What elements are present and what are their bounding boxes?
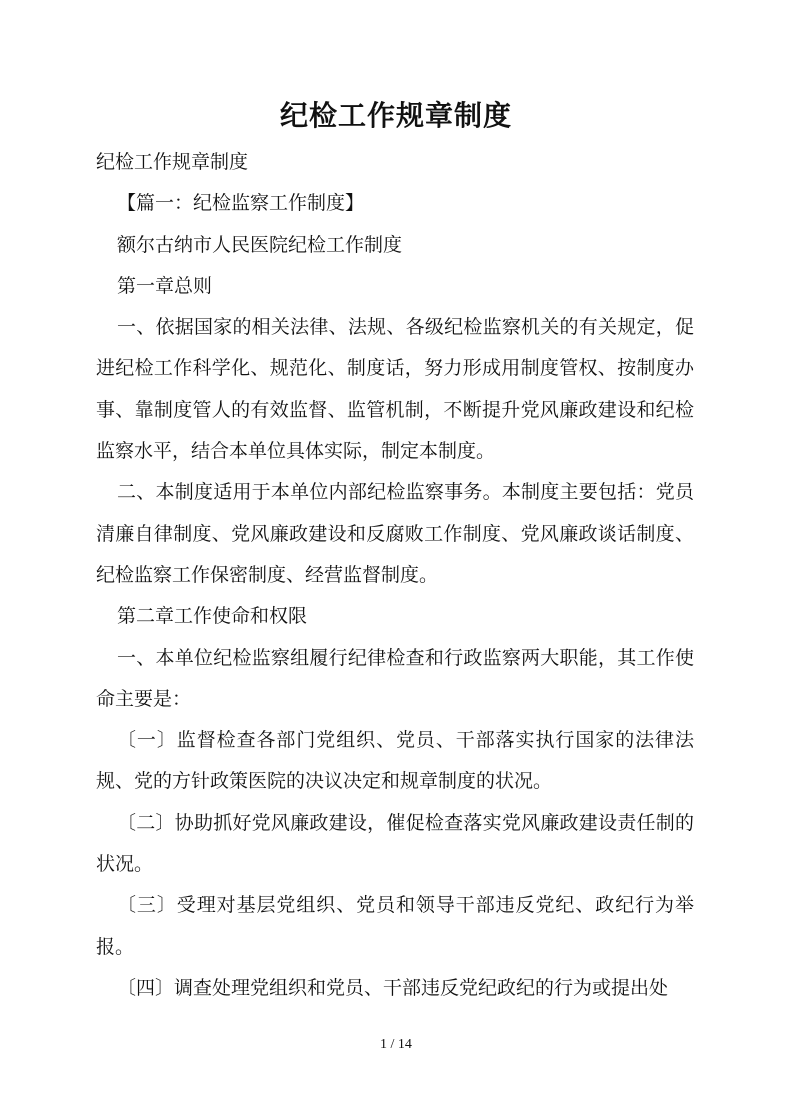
document-body [96, 142, 694, 1009]
paragraph: 一、依据国家的相关法律、法规、各级纪检监察机关的有关规定，促进纪检工作科学化、规范化、制度话，努力形成用制度管权、按制度办事、靠制度管人的有效监督、监管机制，不断提升党风廉政建设和纪检监察水平，结合本单位具体实际，制定本制度。 [96, 316, 694, 463]
paragraph: 一、本单位纪检监察组履行纪律检查和行政监察两大职能，其工作使命主要是： [96, 646, 694, 710]
paragraph: 额尔古纳市人民医院纪检工作制度 [117, 233, 403, 256]
document-title: 纪检工作规章制度 [279, 99, 512, 132]
paragraph: 第一章总则 [117, 274, 213, 297]
paragraph: 纪检工作规章制度 [96, 151, 249, 173]
paragraph: 二、本制度适用于本单位内部纪检监察事务。本制度主要包括：党员清廉自律制度、党风廉政建设和反腐败工作制度、党风廉政谈话制度、纪检监察工作保密制度、经营监督制度。 [96, 481, 694, 586]
paragraph: 【篇一：纪检监察工作制度】 [117, 192, 365, 215]
page-number: 1 / 14 [380, 1037, 412, 1052]
paragraph: 〔二〕协助抓好党风廉政建设，催促检查落实党风廉政建设责任制的状况。 [96, 811, 694, 876]
paragraph: 〔三〕受理对基层党组织、党员和领导干部违反党纪、政纪行为举报。 [96, 894, 694, 958]
paragraph: 第二章工作使命和权限 [117, 605, 308, 628]
paragraph: 〔一〕监督检查各部门党组织、党员、干部落实执行国家的法律法规、党的方针政策医院的决议决定和规章制度的状况。 [96, 729, 694, 793]
paragraph: 〔四〕调查处理党组织和党员、干部违反党纪政纪的行为或提出处 [117, 976, 669, 999]
